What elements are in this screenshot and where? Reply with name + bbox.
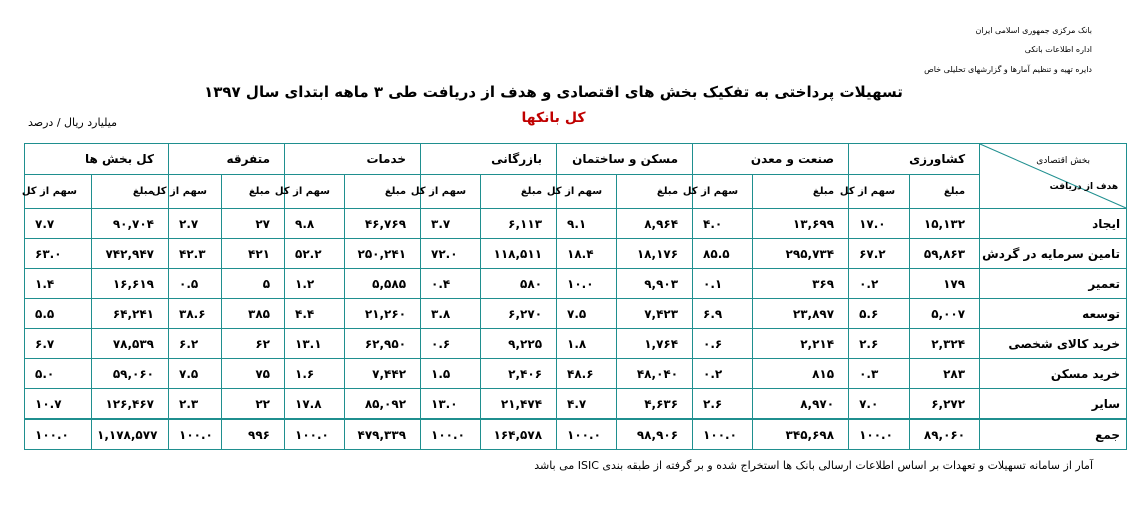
amount-cell: ۸۱۵ bbox=[753, 359, 849, 389]
amount-header: مبلغ bbox=[481, 175, 557, 209]
amount-cell: ۹,۹۰۳ bbox=[617, 269, 693, 299]
sector-header: بازرگانی bbox=[421, 144, 557, 175]
share-cell: ۷.۵ bbox=[169, 359, 222, 389]
amount-cell: ۴۲۱ bbox=[222, 239, 285, 269]
amount-cell: ۷۴۲,۹۴۷ bbox=[92, 239, 169, 269]
amount-cell: ۷,۴۲۳ bbox=[617, 299, 693, 329]
share-cell: ۷۲.۰ bbox=[421, 239, 481, 269]
share-cell: ۴۲.۳ bbox=[169, 239, 222, 269]
share-cell: ۵.۰ bbox=[25, 359, 92, 389]
amount-cell: ۵,۰۰۷ bbox=[910, 299, 980, 329]
table-row bbox=[25, 239, 1127, 269]
amount-cell: ۹۸,۹۰۶ bbox=[617, 419, 693, 450]
amount-cell: ۶,۲۷۰ bbox=[481, 299, 557, 329]
amount-cell: ۴۸,۰۴۰ bbox=[617, 359, 693, 389]
table-row bbox=[25, 359, 1127, 389]
sector-header: کل بخش ها bbox=[25, 144, 169, 175]
share-cell: ۴.۰ bbox=[693, 209, 753, 239]
share-cell: ۱.۴ bbox=[25, 269, 92, 299]
unit-label: میلیارد ریال / درصد bbox=[28, 116, 117, 129]
share-cell: ۱۰۰.۰ bbox=[25, 419, 92, 450]
purpose-label: تعمیر bbox=[980, 269, 1127, 299]
share-cell: ۱.۵ bbox=[421, 359, 481, 389]
share-cell: ۶.۷ bbox=[25, 329, 92, 359]
amount-cell: ۱,۷۶۴ bbox=[617, 329, 693, 359]
amount-header: مبلغ bbox=[345, 175, 421, 209]
sector-header: خدمات bbox=[285, 144, 421, 175]
amount-cell: ۲۷ bbox=[222, 209, 285, 239]
purpose-label: خرید مسکن bbox=[980, 359, 1127, 389]
share-cell: ۱۳.۱ bbox=[285, 329, 345, 359]
share-cell: ۴.۴ bbox=[285, 299, 345, 329]
amount-cell: ۱۳,۶۹۹ bbox=[753, 209, 849, 239]
sector-header: متفرقه bbox=[169, 144, 285, 175]
share-cell: ۱.۸ bbox=[557, 329, 617, 359]
corner-header bbox=[980, 144, 1127, 209]
amount-cell: ۱۶۴,۵۷۸ bbox=[481, 419, 557, 450]
amount-cell: ۸۹,۰۶۰ bbox=[910, 419, 980, 450]
amount-cell: ۴۶,۷۶۹ bbox=[345, 209, 421, 239]
share-cell: ۰.۲ bbox=[693, 359, 753, 389]
amount-cell: ۷۵ bbox=[222, 359, 285, 389]
corner-sector-label: بخش اقتصادی bbox=[1036, 156, 1091, 166]
share-cell: ۲.۳ bbox=[169, 389, 222, 420]
amount-header: مبلغ bbox=[910, 175, 980, 209]
sector-header: کشاورزی bbox=[849, 144, 980, 175]
share-cell: ۰.۲ bbox=[849, 269, 910, 299]
amount-cell: ۵۹,۰۶۰ bbox=[92, 359, 169, 389]
share-cell: ۱۳.۰ bbox=[421, 389, 481, 420]
total-row bbox=[25, 419, 1127, 450]
purpose-label: ایجاد bbox=[980, 209, 1127, 239]
amount-cell: ۳۴۵,۶۹۸ bbox=[753, 419, 849, 450]
amount-header: مبلغ bbox=[753, 175, 849, 209]
amount-cell: ۲۹۵,۷۳۴ bbox=[753, 239, 849, 269]
sector-header: صنعت و معدن bbox=[693, 144, 849, 175]
amount-cell: ۲۲ bbox=[222, 389, 285, 420]
share-cell: ۵.۵ bbox=[25, 299, 92, 329]
facilities-table bbox=[21, 143, 1127, 450]
amount-cell: ۱۱۸,۵۱۱ bbox=[481, 239, 557, 269]
share-cell: ۷.۵ bbox=[557, 299, 617, 329]
amount-cell: ۶۲,۹۵۰ bbox=[345, 329, 421, 359]
amount-cell: ۵,۵۸۵ bbox=[345, 269, 421, 299]
subtitle: کل بانکها bbox=[521, 110, 586, 126]
header-department: اداره اطلاعات بانکی bbox=[1024, 45, 1092, 54]
table-row bbox=[25, 209, 1127, 239]
purpose-label: خرید کالای شخصی bbox=[980, 329, 1127, 359]
share-cell: ۱۰۰.۰ bbox=[285, 419, 345, 450]
amount-cell: ۶,۲۷۲ bbox=[910, 389, 980, 420]
amount-cell: ۲۱,۴۷۴ bbox=[481, 389, 557, 420]
amount-cell: ۲۸۳ bbox=[910, 359, 980, 389]
table-row bbox=[25, 389, 1127, 420]
share-header: سهم از کل bbox=[849, 175, 910, 209]
share-cell: ۱۷.۸ bbox=[285, 389, 345, 420]
purpose-label: سایر bbox=[980, 389, 1127, 420]
table-row bbox=[25, 269, 1127, 299]
share-cell: ۱۰.۷ bbox=[25, 389, 92, 420]
amount-cell: ۸۵,۰۹۲ bbox=[345, 389, 421, 420]
amount-header: مبلغ bbox=[222, 175, 285, 209]
share-cell: ۶.۲ bbox=[169, 329, 222, 359]
share-cell: ۱۸.۴ bbox=[557, 239, 617, 269]
header-division: دایره تهیه و تنظیم آمارها و گزارشهای تحلیلی خاص bbox=[924, 65, 1092, 74]
amount-cell: ۱۸,۱۷۶ bbox=[617, 239, 693, 269]
amount-header: مبلغ bbox=[617, 175, 693, 209]
share-cell: ۱۰۰.۰ bbox=[421, 419, 481, 450]
amount-cell: ۲۳,۸۹۷ bbox=[753, 299, 849, 329]
amount-cell: ۲,۳۲۴ bbox=[910, 329, 980, 359]
share-cell: ۱۰۰.۰ bbox=[693, 419, 753, 450]
share-cell: ۰.۶ bbox=[693, 329, 753, 359]
share-cell: ۷.۰ bbox=[849, 389, 910, 420]
amount-cell: ۷,۴۴۲ bbox=[345, 359, 421, 389]
share-cell: ۳.۷ bbox=[421, 209, 481, 239]
share-cell: ۹.۱ bbox=[557, 209, 617, 239]
share-cell: ۴.۷ bbox=[557, 389, 617, 420]
corner-purpose-label: هدف از دریافت bbox=[1049, 182, 1119, 192]
share-cell: ۴۸.۶ bbox=[557, 359, 617, 389]
share-cell: ۳۸.۶ bbox=[169, 299, 222, 329]
share-cell: ۱.۶ bbox=[285, 359, 345, 389]
subheader-row bbox=[25, 175, 1127, 209]
sector-header: مسکن و ساختمان bbox=[557, 144, 693, 175]
share-cell: ۱۷.۰ bbox=[849, 209, 910, 239]
amount-cell: ۲۵۰,۲۴۱ bbox=[345, 239, 421, 269]
page-title: تسهیلات پرداختی به تفکیک بخش های اقتصادی و هدف از دریافت طی ۳ ماهه ابتدای سال ۱۳۹۷ bbox=[204, 83, 903, 101]
amount-cell: ۶,۱۱۳ bbox=[481, 209, 557, 239]
share-cell: ۰.۳ bbox=[849, 359, 910, 389]
amount-cell: ۷۸,۵۳۹ bbox=[92, 329, 169, 359]
amount-cell: ۳۸۵ bbox=[222, 299, 285, 329]
amount-cell: ۶۴,۲۴۱ bbox=[92, 299, 169, 329]
share-cell: ۶.۹ bbox=[693, 299, 753, 329]
share-header: سهم از کل bbox=[421, 175, 481, 209]
share-header: سهم از کل bbox=[169, 175, 222, 209]
share-cell: ۶۷.۲ bbox=[849, 239, 910, 269]
amount-cell: ۱,۱۷۸,۵۷۷ bbox=[92, 419, 169, 450]
share-cell: ۸۵.۵ bbox=[693, 239, 753, 269]
share-cell: ۱۰۰.۰ bbox=[849, 419, 910, 450]
share-cell: ۹.۸ bbox=[285, 209, 345, 239]
amount-cell: ۹۰,۷۰۴ bbox=[92, 209, 169, 239]
amount-cell: ۹,۲۲۵ bbox=[481, 329, 557, 359]
share-header: سهم از کل bbox=[25, 175, 92, 209]
table-row bbox=[25, 329, 1127, 359]
share-cell: ۵۲.۲ bbox=[285, 239, 345, 269]
amount-cell: ۴۷۹,۳۳۹ bbox=[345, 419, 421, 450]
share-cell: ۳.۸ bbox=[421, 299, 481, 329]
footnote: آمار از سامانه تسهیلات و تعهدات بر اساس اطلاعات ارسالی بانک ها استخراج شده و بر گرفته از طبقه بندی ISIC می باشد bbox=[534, 459, 1093, 472]
purpose-label: جمع bbox=[980, 419, 1127, 450]
table-row bbox=[25, 299, 1127, 329]
amount-cell: ۵ bbox=[222, 269, 285, 299]
share-cell: ۷.۷ bbox=[25, 209, 92, 239]
share-cell: ۵.۶ bbox=[849, 299, 910, 329]
amount-cell: ۲,۴۰۶ bbox=[481, 359, 557, 389]
share-cell: ۲.۶ bbox=[693, 389, 753, 420]
share-cell: ۰.۶ bbox=[421, 329, 481, 359]
amount-cell: ۱۶,۶۱۹ bbox=[92, 269, 169, 299]
amount-cell: ۱۷۹ bbox=[910, 269, 980, 299]
amount-header: مبلغ bbox=[92, 175, 169, 209]
share-cell: ۰.۵ bbox=[169, 269, 222, 299]
amount-cell: ۱۲۶,۴۶۷ bbox=[92, 389, 169, 420]
share-cell: ۲.۷ bbox=[169, 209, 222, 239]
amount-cell: ۸,۹۶۴ bbox=[617, 209, 693, 239]
amount-cell: ۳۶۹ bbox=[753, 269, 849, 299]
header-bank-name: بانک مرکزی جمهوری اسلامی ایران bbox=[975, 26, 1092, 35]
amount-cell: ۴,۶۳۶ bbox=[617, 389, 693, 420]
share-cell: ۱.۲ bbox=[285, 269, 345, 299]
share-cell: ۲.۶ bbox=[849, 329, 910, 359]
share-cell: ۱۰۰.۰ bbox=[557, 419, 617, 450]
purpose-label: توسعه bbox=[980, 299, 1127, 329]
sector-header-row bbox=[25, 144, 1127, 175]
amount-cell: ۵۹,۸۶۳ bbox=[910, 239, 980, 269]
share-cell: ۰.۴ bbox=[421, 269, 481, 299]
purpose-label: تامین سرمایه در گردش bbox=[980, 239, 1127, 269]
share-cell: ۱۰۰.۰ bbox=[169, 419, 222, 450]
amount-cell: ۸,۹۷۰ bbox=[753, 389, 849, 420]
share-cell: ۱۰.۰ bbox=[557, 269, 617, 299]
share-header: سهم از کل bbox=[285, 175, 345, 209]
share-header: سهم از کل bbox=[557, 175, 617, 209]
amount-cell: ۹۹۶ bbox=[222, 419, 285, 450]
amount-cell: ۵۸۰ bbox=[481, 269, 557, 299]
share-header: سهم از کل bbox=[693, 175, 753, 209]
amount-cell: ۲,۲۱۴ bbox=[753, 329, 849, 359]
amount-cell: ۶۲ bbox=[222, 329, 285, 359]
share-cell: ۰.۱ bbox=[693, 269, 753, 299]
amount-cell: ۲۱,۲۶۰ bbox=[345, 299, 421, 329]
amount-cell: ۱۵,۱۳۲ bbox=[910, 209, 980, 239]
share-cell: ۶۳.۰ bbox=[25, 239, 92, 269]
